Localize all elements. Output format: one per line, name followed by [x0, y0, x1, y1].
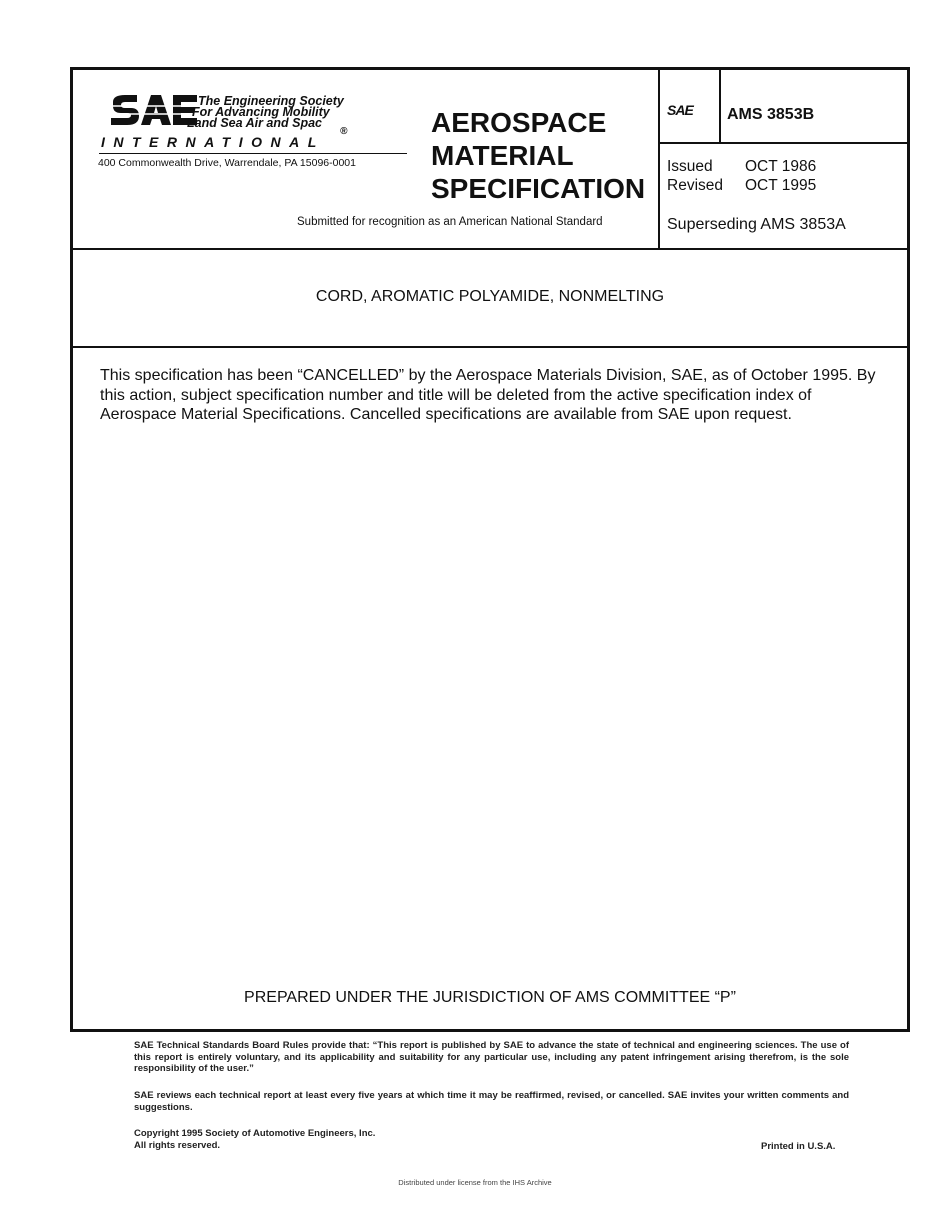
footer-printed: Printed in U.S.A.: [761, 1141, 836, 1152]
footer-review: SAE reviews each technical report at least every five years at which time it may be reaffirmed, revised, or cancelled. SAE invites your written comments and suggestions.: [134, 1090, 849, 1113]
logo-cell-divider: [719, 70, 721, 144]
document-title: CORD, AROMATIC POLYAMIDE, NONMELTING: [315, 288, 665, 305]
registered-mark: ®: [340, 126, 348, 137]
footer-rights: All rights reserved.: [134, 1140, 221, 1151]
logo-international: INTERNATIONAL: [101, 134, 325, 150]
sae-small-logo-icon: SAE: [667, 102, 693, 118]
header-divider: [73, 248, 907, 250]
doc-type-line-2: MATERIAL: [431, 140, 574, 171]
doc-number-divider: [658, 142, 907, 144]
prepared-by-committee: PREPARED UNDER THE JURISDICTION OF AMS COMMITTEE “P”: [244, 989, 736, 1006]
doc-number: AMS 3853B: [727, 106, 815, 123]
submitted-note: Submitted for recognition as an American National Standard: [297, 216, 603, 228]
doc-type-line-3: SPECIFICATION: [431, 173, 646, 204]
cancellation-notice: This specification has been “CANCELLED” by the Aerospace Materials Division, SAE, as of October 1995. By this action, subject specification number and title will be deleted from the active specification index of Aerospace Material Specifications. Cancelled specifications are available from SAE upon request.: [100, 367, 876, 423]
document-frame: [70, 67, 910, 1032]
logo-tagline-1: The Engineering Society: [198, 94, 344, 108]
logo-underline: [99, 153, 407, 154]
superseding-note: Superseding AMS 3853A: [667, 216, 846, 233]
issued-label: Issued: [667, 158, 713, 175]
revised-date: OCT 1995: [745, 177, 817, 194]
distribution-note: Distributed under license from the IHS Archive: [398, 1178, 552, 1187]
footer-rules: SAE Technical Standards Board Rules provide that: “This report is published by SAE to advance the state of technical and engineering sciences. The use of this report is entirely voluntary, and its applicability and suitability for any particular use, including any patent infringement arising therefrom, is the sole responsibility of the user.”: [134, 1040, 849, 1074]
logo-tagline-2: For Advancing Mobility: [192, 105, 330, 119]
footer-copyright: Copyright 1995 Society of Automotive Engineers, Inc.: [134, 1128, 376, 1139]
logo-tagline-3: Land Sea Air and Spac: [187, 116, 322, 130]
title-divider: [73, 346, 907, 348]
revised-label: Revised: [667, 177, 723, 194]
issued-date: OCT 1986: [745, 158, 817, 175]
header-vertical-divider: [658, 70, 660, 250]
sae-address: 400 Commonwealth Drive, Warrendale, PA 15096-0001: [98, 157, 356, 169]
doc-type-line-1: AEROSPACE: [431, 107, 607, 138]
sae-logo-icon: [109, 94, 199, 132]
